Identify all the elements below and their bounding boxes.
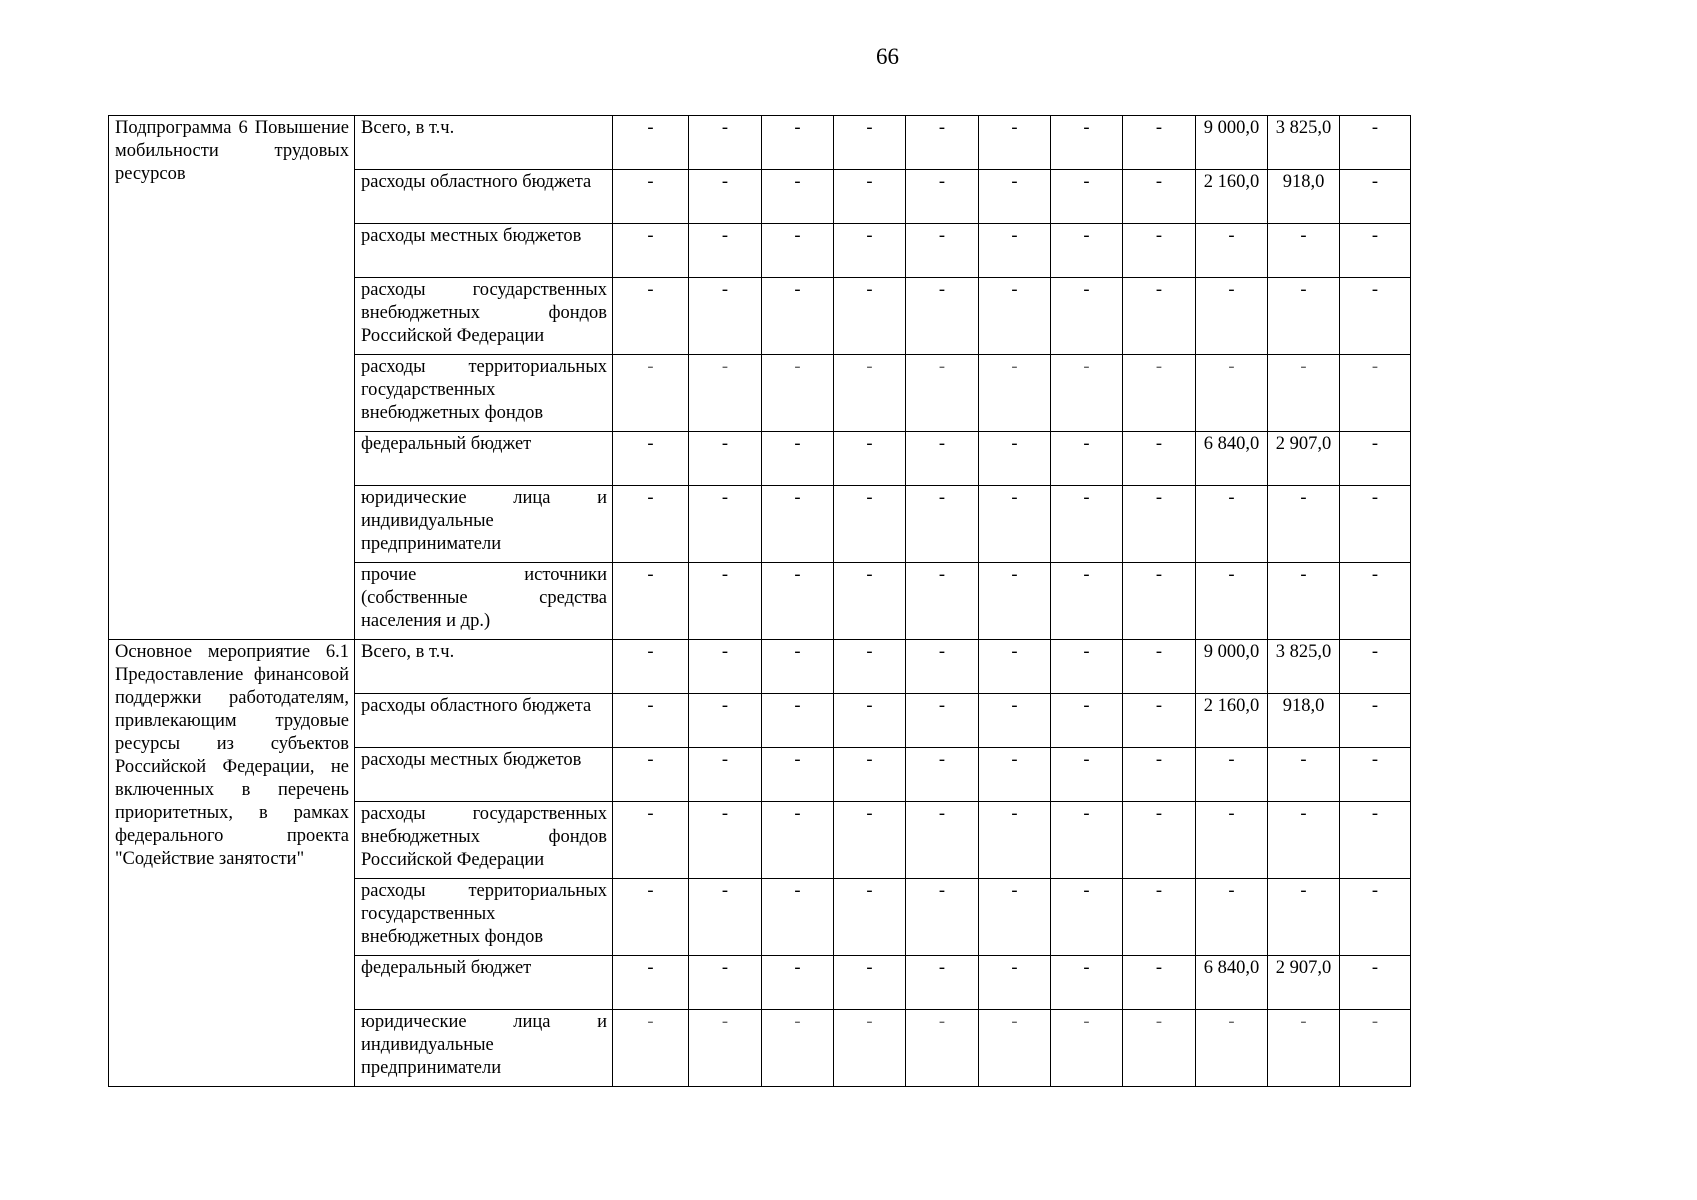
value-cell: - <box>1340 563 1411 640</box>
value-cell: - <box>979 170 1051 224</box>
value-cell: - <box>906 563 979 640</box>
value-cell: - <box>1123 694 1196 748</box>
value-cell: - <box>689 748 762 802</box>
funding-source: расходы областного бюджета <box>355 170 613 224</box>
value-cell: - <box>1123 486 1196 563</box>
funding-source: расходы местных бюджетов <box>355 748 613 802</box>
value-cell: - <box>762 224 834 278</box>
value-cell: - <box>979 879 1051 956</box>
value-cell: - <box>613 802 689 879</box>
value-cell: - <box>689 694 762 748</box>
value-cell: - <box>834 802 906 879</box>
value-cell: - <box>1051 278 1123 355</box>
value-cell: - <box>979 802 1051 879</box>
value-cell: - <box>1340 355 1411 432</box>
value-cell: - <box>1196 802 1268 879</box>
funding-source: федеральный бюджет <box>355 956 613 1010</box>
value-cell: - <box>1268 1010 1340 1087</box>
value-cell: - <box>762 432 834 486</box>
value-cell: - <box>1051 224 1123 278</box>
value-cell: - <box>1123 278 1196 355</box>
value-cell: - <box>1051 486 1123 563</box>
value-cell: - <box>1196 486 1268 563</box>
value-cell: - <box>1123 224 1196 278</box>
value-cell: - <box>1123 640 1196 694</box>
value-cell: - <box>762 879 834 956</box>
value-cell: 9 000,0 <box>1196 640 1268 694</box>
value-cell: - <box>762 640 834 694</box>
value-cell: - <box>613 278 689 355</box>
value-cell: - <box>906 278 979 355</box>
funding-source: расходы местных бюджетов <box>355 224 613 278</box>
value-cell: - <box>613 879 689 956</box>
value-cell: - <box>906 748 979 802</box>
value-cell: - <box>1123 802 1196 879</box>
value-cell: - <box>906 879 979 956</box>
value-cell: - <box>1196 278 1268 355</box>
value-cell: - <box>1123 116 1196 170</box>
value-cell: - <box>1051 355 1123 432</box>
value-cell: - <box>979 432 1051 486</box>
value-cell: - <box>979 956 1051 1010</box>
value-cell: - <box>979 224 1051 278</box>
table-row <box>109 116 1411 170</box>
value-cell: - <box>1196 355 1268 432</box>
value-cell: - <box>834 640 906 694</box>
value-cell: 9 000,0 <box>1196 116 1268 170</box>
section-title: Подпрограмма 6 Повышение мобильности трудовых ресурсов <box>109 116 355 640</box>
value-cell: - <box>1051 640 1123 694</box>
value-cell: - <box>613 748 689 802</box>
value-cell: - <box>613 355 689 432</box>
value-cell: - <box>979 563 1051 640</box>
value-cell: - <box>762 694 834 748</box>
value-cell: - <box>906 956 979 1010</box>
value-cell: - <box>1340 879 1411 956</box>
value-cell: 2 160,0 <box>1196 170 1268 224</box>
value-cell: - <box>1340 802 1411 879</box>
value-cell: - <box>834 486 906 563</box>
value-cell: - <box>1268 802 1340 879</box>
value-cell: - <box>689 640 762 694</box>
funding-source: расходы государственных внебюджетных фондов Российской Федерации <box>355 278 613 355</box>
value-cell: - <box>1268 748 1340 802</box>
value-cell: - <box>689 355 762 432</box>
value-cell: - <box>1268 278 1340 355</box>
value-cell: 6 840,0 <box>1196 432 1268 486</box>
value-cell: - <box>1051 879 1123 956</box>
value-cell: - <box>834 694 906 748</box>
value-cell: - <box>1340 170 1411 224</box>
value-cell: - <box>1268 486 1340 563</box>
value-cell: - <box>613 1010 689 1087</box>
funding-source: федеральный бюджет <box>355 432 613 486</box>
value-cell: - <box>762 355 834 432</box>
funding-source: прочие источники (собственные средства населения и др.) <box>355 563 613 640</box>
value-cell: - <box>1340 432 1411 486</box>
value-cell: - <box>979 355 1051 432</box>
value-cell: - <box>1051 170 1123 224</box>
value-cell: - <box>689 432 762 486</box>
value-cell: - <box>979 748 1051 802</box>
value-cell: - <box>1340 278 1411 355</box>
value-cell: - <box>834 1010 906 1087</box>
value-cell: - <box>613 563 689 640</box>
value-cell: - <box>979 640 1051 694</box>
value-cell: - <box>1123 432 1196 486</box>
funding-source: юридические лица и индивидуальные предприниматели <box>355 486 613 563</box>
value-cell: - <box>834 956 906 1010</box>
value-cell: - <box>906 355 979 432</box>
value-cell: - <box>689 1010 762 1087</box>
value-cell: - <box>1051 1010 1123 1087</box>
value-cell: - <box>689 802 762 879</box>
value-cell: - <box>689 956 762 1010</box>
page-number: 66 <box>876 44 899 69</box>
value-cell: - <box>762 802 834 879</box>
value-cell: - <box>834 432 906 486</box>
value-cell: - <box>689 563 762 640</box>
value-cell: - <box>1268 224 1340 278</box>
value-cell: - <box>689 278 762 355</box>
value-cell: - <box>1123 879 1196 956</box>
value-cell: - <box>906 170 979 224</box>
value-cell: - <box>613 640 689 694</box>
value-cell: - <box>906 116 979 170</box>
value-cell: - <box>689 879 762 956</box>
value-cell: - <box>613 486 689 563</box>
section-title: Основное мероприятие 6.1 Предоставление финансовой поддержки работодателям, привлекающим трудовые ресурсы из субъектов Российской Федерации, не включенных в перечень приоритетных, в рамках федерального проекта "Содействие занятости" <box>109 640 355 1087</box>
value-cell: - <box>762 278 834 355</box>
value-cell: - <box>979 278 1051 355</box>
value-cell: - <box>1340 224 1411 278</box>
value-cell: - <box>1196 563 1268 640</box>
value-cell: - <box>762 563 834 640</box>
funding-source: расходы территориальных государственных внебюджетных фондов <box>355 355 613 432</box>
value-cell: - <box>906 802 979 879</box>
value-cell: 6 840,0 <box>1196 956 1268 1010</box>
value-cell: - <box>834 278 906 355</box>
value-cell: - <box>906 224 979 278</box>
value-cell: - <box>689 170 762 224</box>
value-cell: - <box>834 879 906 956</box>
value-cell: - <box>613 116 689 170</box>
value-cell: - <box>1340 640 1411 694</box>
funding-source: расходы государственных внебюджетных фондов Российской Федерации <box>355 802 613 879</box>
value-cell: - <box>1340 486 1411 563</box>
funding-source: расходы территориальных государственных внебюджетных фондов <box>355 879 613 956</box>
value-cell: - <box>1051 748 1123 802</box>
value-cell: - <box>1196 1010 1268 1087</box>
value-cell: - <box>762 1010 834 1087</box>
value-cell: 3 825,0 <box>1268 116 1340 170</box>
value-cell: - <box>1123 355 1196 432</box>
value-cell: - <box>906 486 979 563</box>
value-cell: - <box>1268 563 1340 640</box>
value-cell: - <box>1123 563 1196 640</box>
value-cell: - <box>979 486 1051 563</box>
value-cell: - <box>1051 116 1123 170</box>
value-cell: - <box>834 170 906 224</box>
value-cell: - <box>1268 879 1340 956</box>
value-cell: - <box>906 1010 979 1087</box>
value-cell: 918,0 <box>1268 694 1340 748</box>
value-cell: - <box>834 563 906 640</box>
value-cell: - <box>1340 116 1411 170</box>
value-cell: - <box>1123 170 1196 224</box>
budget-table <box>108 115 1411 1087</box>
value-cell: 3 825,0 <box>1268 640 1340 694</box>
value-cell: - <box>1051 432 1123 486</box>
value-cell: - <box>1051 694 1123 748</box>
value-cell: 2 160,0 <box>1196 694 1268 748</box>
value-cell: - <box>1123 1010 1196 1087</box>
funding-source: расходы областного бюджета <box>355 694 613 748</box>
value-cell: - <box>906 694 979 748</box>
value-cell: - <box>613 694 689 748</box>
value-cell: - <box>1123 748 1196 802</box>
value-cell: - <box>979 116 1051 170</box>
value-cell: - <box>1268 355 1340 432</box>
value-cell: 2 907,0 <box>1268 956 1340 1010</box>
value-cell: - <box>834 748 906 802</box>
value-cell: - <box>1196 748 1268 802</box>
value-cell: - <box>1196 879 1268 956</box>
value-cell: - <box>1340 694 1411 748</box>
value-cell: - <box>613 224 689 278</box>
value-cell: - <box>834 116 906 170</box>
value-cell: - <box>1051 956 1123 1010</box>
value-cell: - <box>834 355 906 432</box>
value-cell: 2 907,0 <box>1268 432 1340 486</box>
value-cell: - <box>834 224 906 278</box>
value-cell: - <box>762 956 834 1010</box>
funding-source: Всего, в т.ч. <box>355 640 613 694</box>
value-cell: - <box>1196 224 1268 278</box>
value-cell: - <box>1123 956 1196 1010</box>
value-cell: - <box>613 432 689 486</box>
value-cell: - <box>613 956 689 1010</box>
value-cell: - <box>1340 956 1411 1010</box>
value-cell: - <box>979 1010 1051 1087</box>
value-cell: - <box>979 694 1051 748</box>
value-cell: - <box>762 116 834 170</box>
funding-source: Всего, в т.ч. <box>355 116 613 170</box>
table-row <box>109 640 1411 694</box>
value-cell: - <box>1340 748 1411 802</box>
value-cell: - <box>1340 1010 1411 1087</box>
value-cell: - <box>689 486 762 563</box>
value-cell: 918,0 <box>1268 170 1340 224</box>
value-cell: - <box>906 432 979 486</box>
funding-source: юридические лица и индивидуальные предприниматели <box>355 1010 613 1087</box>
value-cell: - <box>762 748 834 802</box>
value-cell: - <box>689 224 762 278</box>
value-cell: - <box>613 170 689 224</box>
value-cell: - <box>1051 563 1123 640</box>
value-cell: - <box>689 116 762 170</box>
value-cell: - <box>762 170 834 224</box>
value-cell: - <box>906 640 979 694</box>
value-cell: - <box>762 486 834 563</box>
value-cell: - <box>1051 802 1123 879</box>
